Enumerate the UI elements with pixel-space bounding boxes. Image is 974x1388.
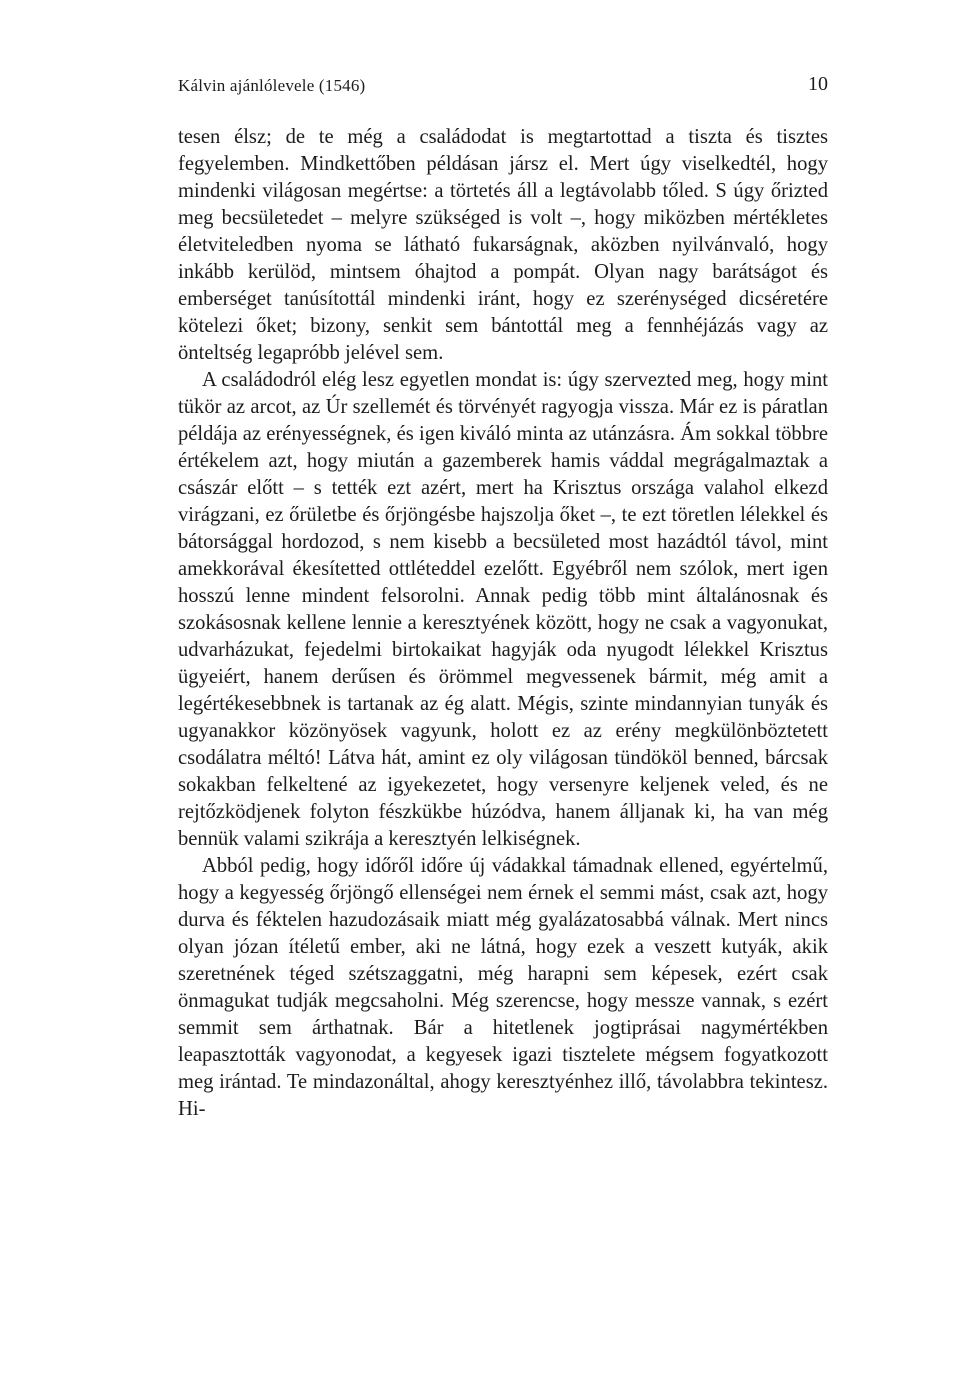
running-head [178, 73, 828, 100]
body-text [178, 124, 828, 1123]
running-title: Kálvin ajánlólevele (1546) [178, 76, 366, 95]
paragraph: Abból pedig, hogy időről időre új vádakkal támadnak ellened, egyértelmű, hogy a kegyesség őrjöngő ellenségei nem érnek el semmi mást, csak azt, hogy durva és féktelen hazudozásaik miatt még gyalázatosabbá válnak. Mert nincs olyan józan ítéletű ember, aki ne látná, hogy ezek a veszett kutyák, akik szeretnének téged szétszaggatni, még harapni sem képesek, ezért csak önmagukat tudják megcsaholni. Még szerencse, hogy messze vannak, s ezért semmit sem árthatnak. Bár a hitetlenek jogtiprásai nagymértékben leapasztották vagyonodat, a kegyesek igazi tisztelete mégsem fogyatkozott meg irántad. Te mindazonáltal, ahogy keresztyénhez illő, távolabbra tekintesz. Hi- [178, 855, 828, 1120]
paragraph: tesen élsz; de te még a családodat is megtartottad a tiszta és tisztes fegyelemben. Mindkettőben példásan jársz el. Mert úgy viselkedtél, hogy mindenki világosan megértse: a törtetés áll a legtávolabb tőled. S úgy őrizted meg becsületedet – melyre szükséged is volt –, hogy miközben mértékletes életviteledben nyoma se látható fukarságnak, aközben nyilvánvaló, hogy inkább kerülöd, mintsem óhajtod a pompát. Olyan nagy barátságot és emberséget tanúsítottál mindenki iránt, hogy ez szerénységed dicséretére kötelezi őket; bizony, senkit sem bántottál meg a fennhéjázás vagy az önteltség legapróbb jelével sem. [178, 126, 828, 364]
paragraph: A családodról elég lesz egyetlen mondat is: úgy szervezted meg, hogy mint tükör az arcot, az Úr szellemét és törvényét ragyogja vissza. Már ez is páratlan példája az erényességnek, és igen kiváló minta az utánzásra. Ám sokkal többre értékelem azt, hogy miután a gazemberek hamis váddal megrágalmaztak a császár előtt – s tették ezt azért, mert ha Krisztus országa valahol elkezd virágzani, ez őrületbe és őrjöngésbe hajszolja őket –, te ezt töretlen lélekkel és bátorsággal hordozod, s nem kisebb a becsületed most hazádtól távol, mint amekkorával ékesítetted ottléteddel ezelőtt. Egyébről nem szólok, mert igen hosszú lenne mindent felsorolni. Annak pedig több mint általánosnak és szokásosnak kellene lennie a keresztyének között, hogy ne csak a vagyonukat, udvarházukat, fejedelmi birtokaikat hagyják oda nyugodt lélekkel Krisztus ügyeiért, hanem derűsen és örömmel megvessenek bármit, még amit a legértékesebbnek is tartanak az ég alatt. Mégis, szinte mindannyian tunyák és ugyanakkor közönyösek vagyunk, holott ez az erény megkülönböztetett csodálatra méltó! Látva hát, amint ez oly világosan tündököl benned, bárcsak sokakban felkeltené az igyekezetet, hogy versenyre keljenek veled, és ne rejtőzködjenek folyton fészkükbe húzódva, hanem álljanak ki, ha van még bennük valami szikrája a keresztyén lelkiségnek. [178, 369, 828, 850]
page-number: 10 [808, 73, 828, 95]
